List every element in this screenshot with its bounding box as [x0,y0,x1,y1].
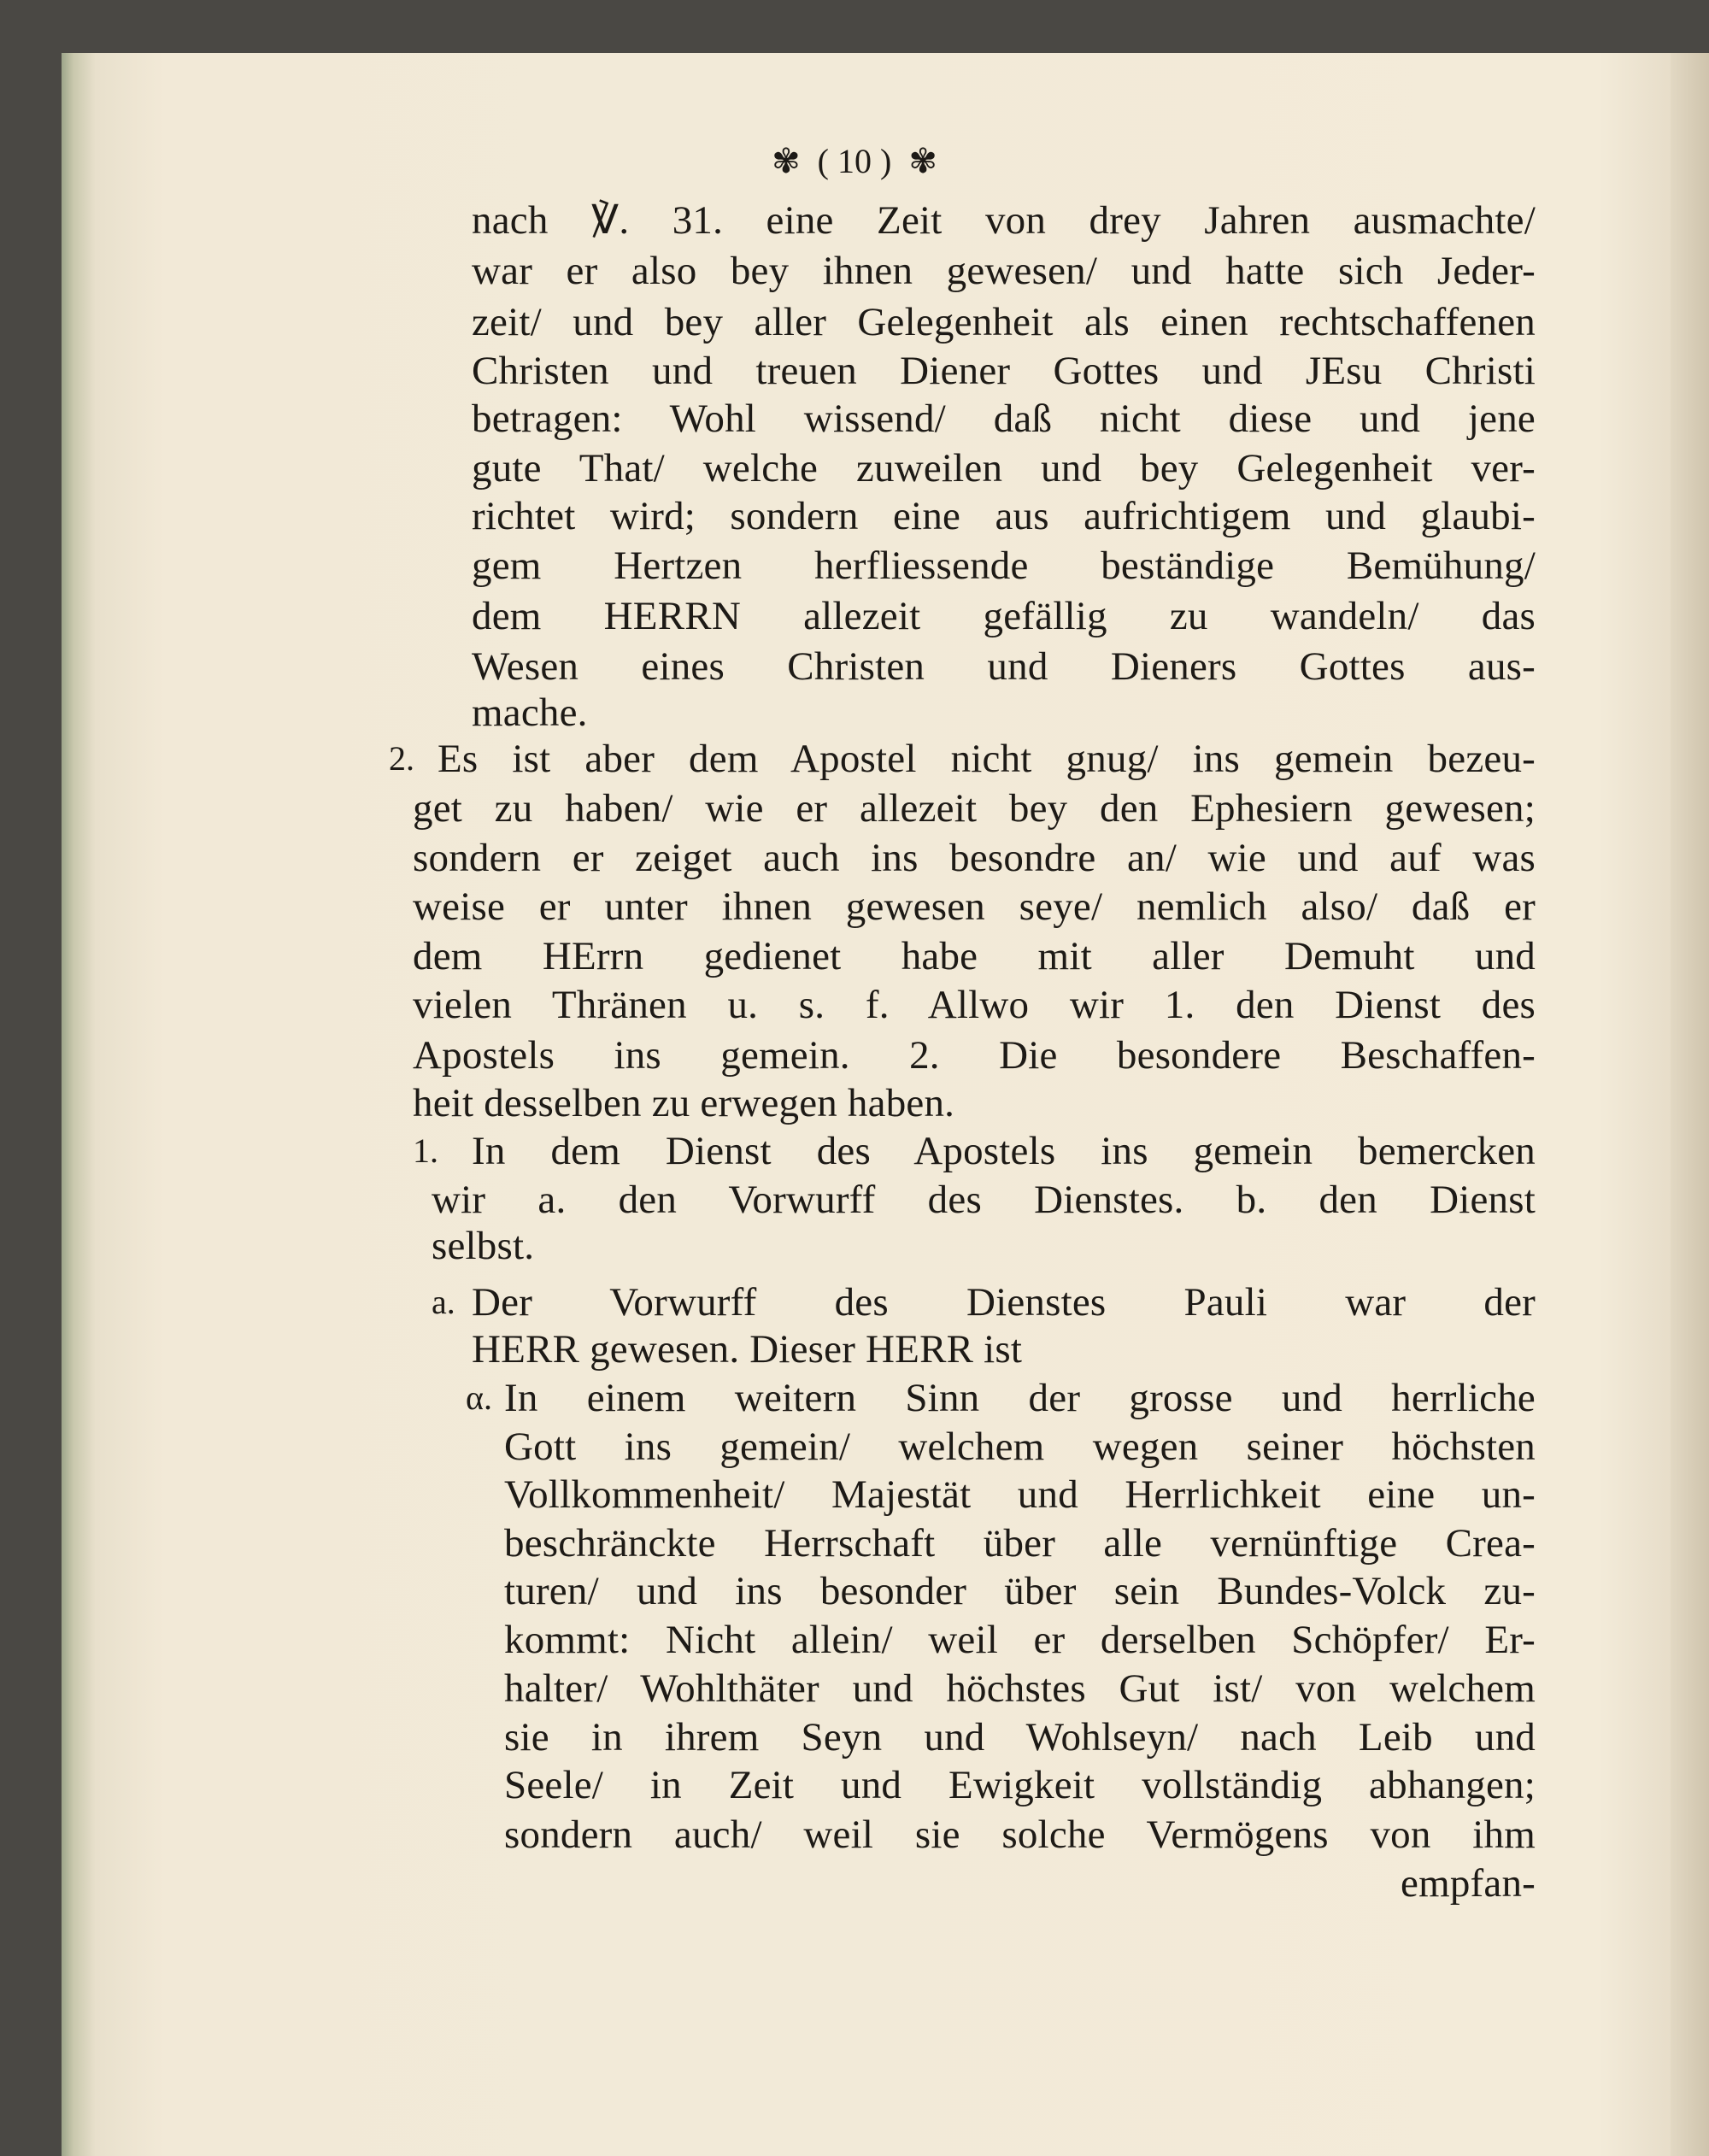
text-line: mache. [472,690,588,735]
catchword: empfan- [1401,1861,1536,1906]
section-marker: 2. [389,739,414,778]
text-line: dem HERRN allezeit gefällig zu wandeln/ das [472,594,1536,638]
text-line: zeit/ und bey aller Gelegenheit als einen rechtschaffenen [472,300,1536,344]
text-line: turen/ und ins besonder über sein Bundes-Volck zu- [504,1569,1536,1613]
text-line: selbst. [432,1224,535,1268]
running-header [0,141,1709,181]
text-line: Seele/ in Zeit und Ewigkeit vollständig abhangen; [504,1763,1536,1807]
ornament-right-icon: ✾ [908,142,937,180]
text-line: weise er unter ihnen gewesen seye/ nemlich also/ daß er [413,884,1536,929]
ornament-left-icon: ✾ [772,142,801,180]
section-marker: a. [432,1283,455,1321]
text-line: sie in ihrem Seyn und Wohlseyn/ nach Leib und [504,1715,1536,1759]
text-line: heit desselben zu erwegen haben. [413,1081,955,1125]
page-number: ( 10 ) [817,142,892,180]
text-line: nach ℣. 31. eine Zeit von drey Jahren ausmachte/ [472,198,1536,243]
text-line: Christen und treuen Diener Gottes und JEsu Christi [472,349,1536,393]
text-line: sondern er zeiget auch ins besondre an/ wie und auf was [413,836,1536,880]
text-line: Der Vorwurff des Dienstes Pauli war der [472,1280,1536,1325]
text-line: richtet wird; sondern eine aus aufrichtigem und glaubi- [472,494,1536,538]
facing-page-edge [1671,53,1709,2156]
text-line: war er also bey ihnen gewesen/ und hatte sich Jeder- [472,249,1536,293]
text-line: sondern auch/ weil sie solche Vermögens von ihm [504,1812,1536,1857]
text-line: Wesen eines Christen und Dieners Gottes aus- [472,644,1536,689]
text-line: HERR gewesen. Dieser HERR ist [472,1327,1023,1372]
text-line: get zu haben/ wie er allezeit bey den Ephesiern gewesen; [413,786,1536,831]
text-line: In dem Dienst des Apostels ins gemein bemercken [472,1129,1536,1173]
text-line: Gott ins gemein/ welchem wegen seiner höchsten [504,1425,1536,1469]
text-line: Apostels ins gemein. 2. Die besondere Beschaffen- [413,1033,1536,1078]
text-line: dem HErrn gedienet habe mit aller Demuht und [413,934,1536,978]
text-line: gute That/ welche zuweilen und bey Gelegenheit ver- [472,446,1536,491]
text-line: Es ist aber dem Apostel nicht gnug/ ins gemein bezeu- [438,737,1536,781]
section-marker: α. [466,1378,492,1417]
text-line: In einem weitern Sinn der grosse und herrliche [504,1376,1536,1420]
text-line: vielen Thränen u. s. f. Allwo wir 1. den Dienst des [413,983,1536,1027]
text-line: kommt: Nicht allein/ weil er derselben Schöpfer/ Er- [504,1618,1536,1662]
section-marker: 1. [413,1131,438,1170]
text-line: beschränckte Herrschaft über alle vernünftige Crea- [504,1521,1536,1566]
text-line: Vollkommenheit/ Majestät und Herrlichkeit eine un- [504,1472,1536,1517]
text-line: betragen: Wohl wissend/ daß nicht diese und jene [472,397,1536,441]
text-line: wir a. den Vorwurff des Dienstes. b. den Dienst [432,1178,1536,1222]
text-line: gem Hertzen herfliessende beständige Bemühung/ [472,543,1536,588]
text-line: halter/ Wohlthäter und höchstes Gut ist/ von welchem [504,1666,1536,1711]
